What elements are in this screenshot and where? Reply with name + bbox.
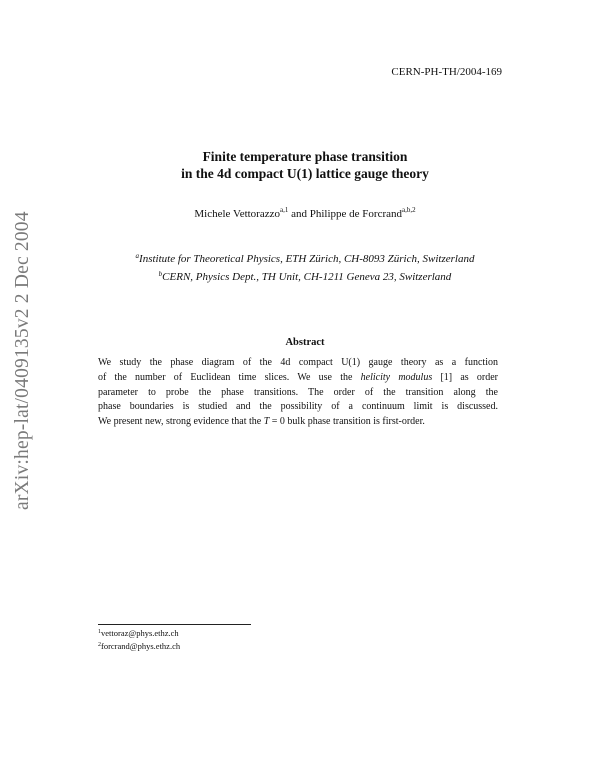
abstract-line: We present new, strong evidence that the T = 0 bulk phase transition is first-order. [98,416,425,428]
affiliation-a [70,251,540,269]
affiliation-text: Institute for Theoretical Physics, ETH Zürich, CH-8093 Zürich, Switzerland [139,253,475,265]
affiliations [70,251,540,286]
paper-title [80,148,530,182]
abstract-line: of the number of Euclidean time slices. We use the helicity modulus [1] as order [98,371,499,383]
abstract-heading: Abstract [285,337,325,348]
title-line-2: in the 4d compact U(1) lattice gauge theory [181,166,429,181]
footnote-2 [98,640,180,653]
arxiv-identifier-stamp: arXiv:hep-lat/0409135v2 2 Dec 2004 [12,211,33,510]
footnote-email: forcrand@phys.ethz.ch [101,640,181,651]
author-list [80,208,530,220]
math-variable: T [263,416,270,428]
footnote-divider [98,624,251,625]
footnote-email: vettoraz@phys.ethz.ch [101,628,179,638]
emphasis-term: helicity modulus [360,371,433,383]
footnote-mark: 1 [98,629,101,635]
author-name: Philippe de Forcrand [309,208,403,220]
author-name: Michele Vettorazzo [194,208,280,220]
author-affiliation-marks: a,1 [280,206,289,214]
abstract-line: parameter to probe the phase transitions. The order of the transition along the [98,386,498,398]
affiliation-mark: b [158,269,163,278]
footnote-mark: 2 [98,641,101,648]
report-number: CERN-PH-TH/2004-169 [391,66,502,78]
footnote-1 [98,627,180,640]
affiliation-b [70,269,540,287]
author-affiliation-marks: a,b,2 [402,206,416,214]
author-conjunction: and [288,208,310,220]
abstract-body [98,356,498,430]
footnotes [98,627,180,652]
abstract-line: phase boundaries is studied and the possibility of a continuum limit is discussed. [98,401,498,413]
affiliation-mark: a [135,252,140,260]
abstract-line: We study the phase diagram of the 4d compact U(1) gauge theory as a function [98,357,498,368]
title-line-1: Finite temperature phase transition [202,149,408,164]
affiliation-text: CERN, Physics Dept., TH Unit, CH-1211 Geneva 23, Switzerland [162,270,452,283]
